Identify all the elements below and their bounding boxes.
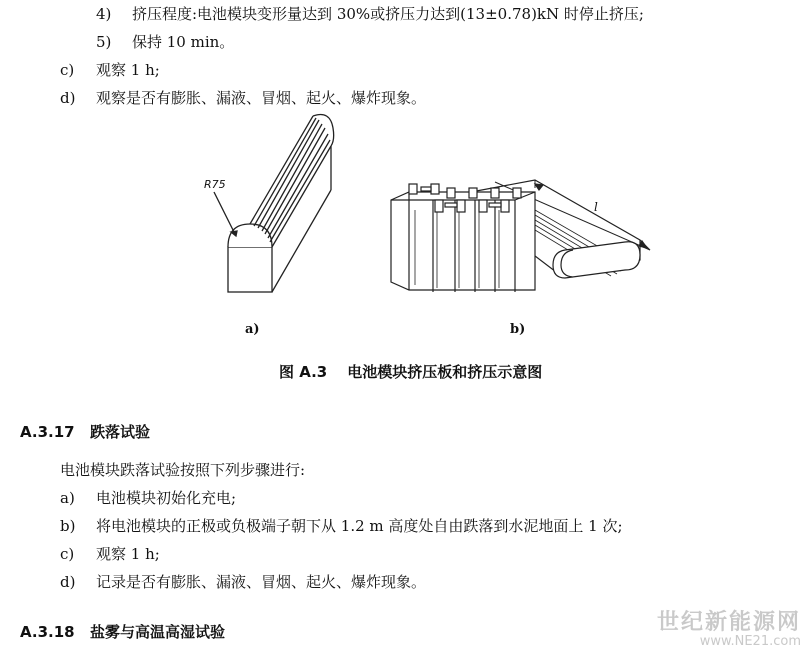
item-marker: d) bbox=[60, 573, 76, 591]
watermark-url: www.NE21.com bbox=[699, 634, 801, 649]
item-marker: d) bbox=[60, 89, 76, 107]
list-item-a bbox=[60, 488, 236, 508]
section-number: A.3.17 bbox=[20, 423, 75, 441]
item-text: 观察 1 h; bbox=[96, 61, 160, 79]
item-text: 电池模块初始化充电; bbox=[96, 489, 237, 507]
list-item-d2 bbox=[60, 572, 426, 592]
figure-title: 电池模块挤压板和挤压示意图 bbox=[347, 363, 543, 381]
item-marker: b) bbox=[60, 517, 76, 535]
item-text: 记录是否有膨胀、漏液、冒烟、起火、爆炸现象。 bbox=[96, 573, 427, 591]
figure-number: 图 A.3 bbox=[279, 363, 328, 381]
step-text: 挤压程度:电池模块变形量达到 30%或挤压力达到(13±0.78)kN 时停止挤压; bbox=[132, 5, 644, 23]
item-text: 将电池模块的正极或负极端子朝下从 1.2 m 高度处自由跌落到水泥地面上 1 次; bbox=[96, 517, 623, 535]
item-text: 观察是否有膨胀、漏液、冒烟、起火、爆炸现象。 bbox=[96, 89, 427, 107]
section-number: A.3.18 bbox=[20, 623, 75, 641]
step-text: 保持 10 min。 bbox=[132, 33, 235, 51]
subfigure-b-label: b) bbox=[510, 322, 526, 337]
item-marker: c) bbox=[60, 545, 75, 563]
section-heading-a317 bbox=[20, 421, 150, 442]
figure-caption bbox=[279, 361, 542, 382]
list-item-b bbox=[60, 516, 623, 536]
section-title: 跌落试验 bbox=[90, 423, 151, 441]
section-title: 盐雾与高温高湿试验 bbox=[90, 623, 226, 641]
figure-b-crush-setup bbox=[385, 170, 685, 300]
step-marker: 4) bbox=[96, 5, 112, 23]
length-label: l bbox=[594, 200, 598, 214]
section-intro: 电池模块跌落试验按照下列步骤进行: bbox=[60, 461, 306, 479]
item-text: 观察 1 h; bbox=[96, 545, 160, 563]
step-marker: 5) bbox=[96, 33, 112, 51]
item-marker: c) bbox=[60, 61, 75, 79]
list-item-c bbox=[60, 60, 160, 80]
step-5 bbox=[96, 32, 234, 52]
radius-label: R75 bbox=[204, 178, 226, 191]
watermark-cn: 世纪新能源网 bbox=[656, 610, 801, 635]
step-4 bbox=[96, 4, 644, 24]
subfigure-a-label: a) bbox=[245, 322, 260, 337]
watermark bbox=[657, 605, 801, 649]
list-item-d bbox=[60, 88, 426, 108]
item-marker: a) bbox=[60, 489, 75, 507]
list-item-c2 bbox=[60, 544, 160, 564]
section-heading-a318 bbox=[20, 621, 225, 642]
figure-a-crush-plate bbox=[180, 110, 360, 300]
